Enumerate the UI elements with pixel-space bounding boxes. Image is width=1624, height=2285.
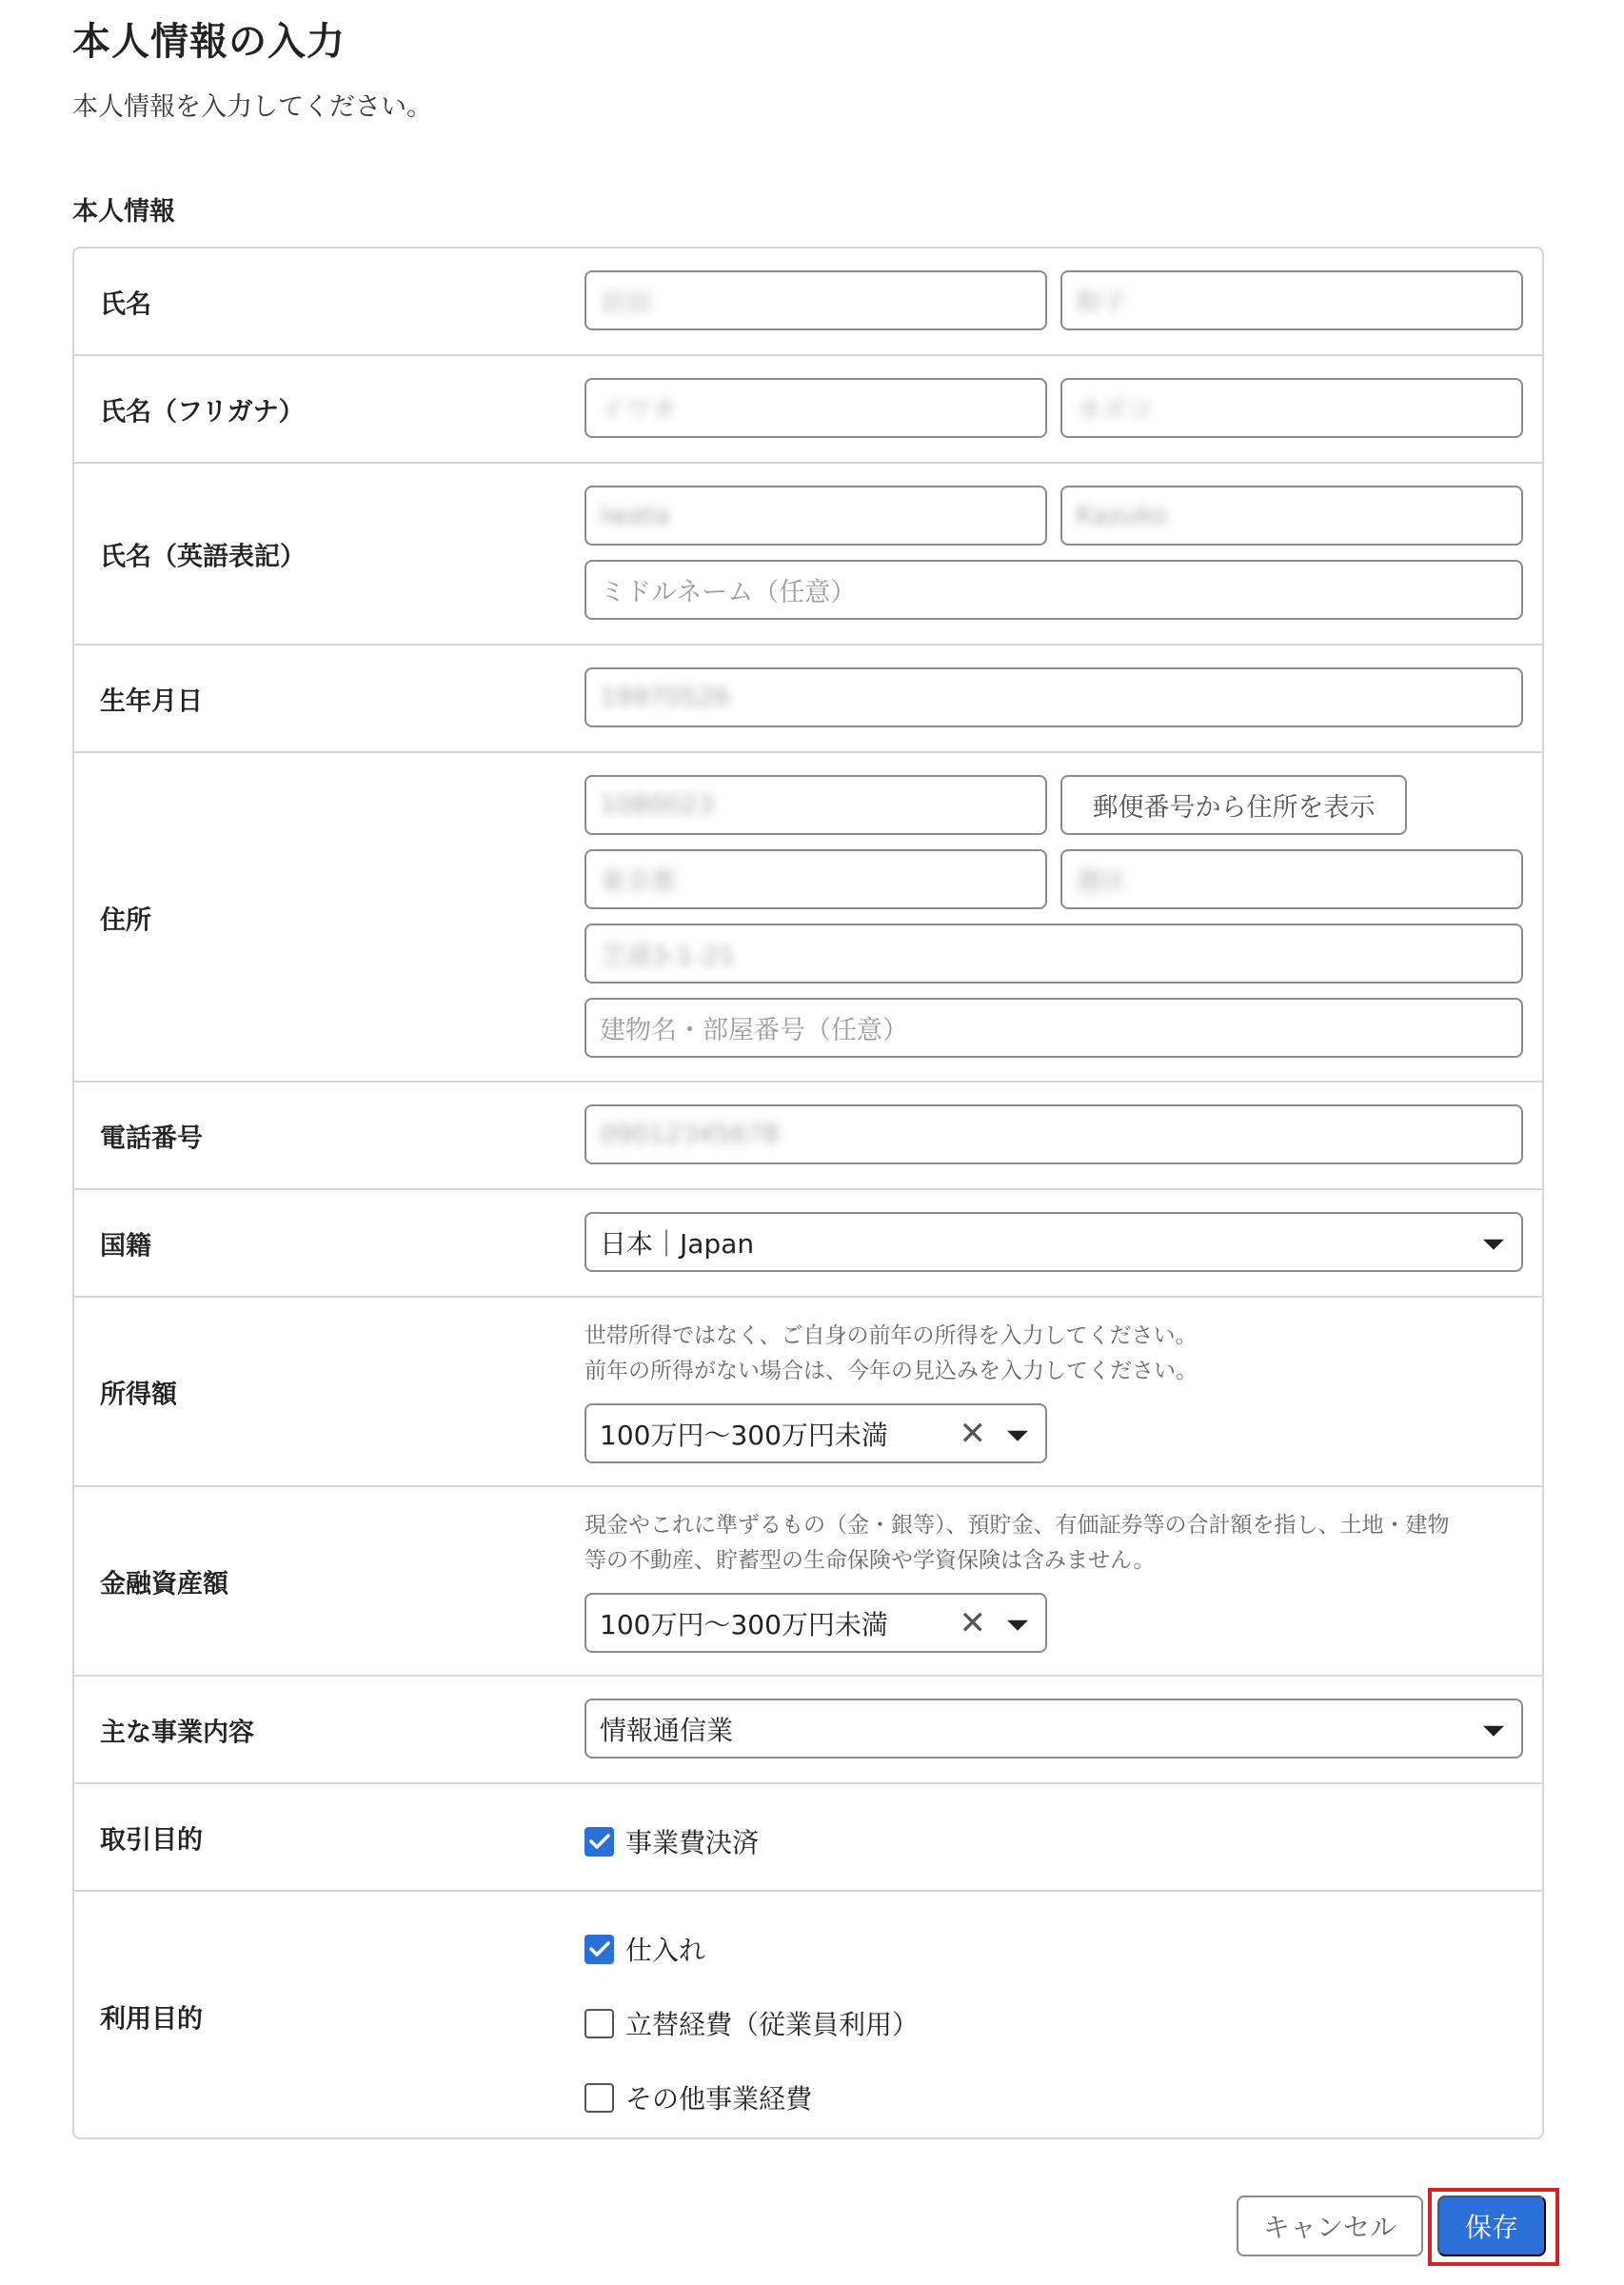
- last-name-input[interactable]: 岩田: [584, 270, 1047, 330]
- assets-select[interactable]: 100万円〜300万円未満 ✕: [584, 1593, 1047, 1653]
- row-phone: [74, 1083, 1542, 1190]
- postal-code-input[interactable]: 1080023: [584, 775, 1047, 835]
- row-label: 氏名: [100, 289, 151, 320]
- row-label: 金融資産額: [100, 1569, 228, 1600]
- checkbox-business-expense[interactable]: 事業費決済: [584, 1822, 759, 1860]
- checkbox-purchase[interactable]: 仕入れ: [584, 1930, 705, 1968]
- first-name-kana-input[interactable]: カズコ: [1060, 378, 1523, 438]
- cancel-button[interactable]: キャンセル: [1237, 2196, 1423, 2256]
- section-title: 本人情報: [72, 197, 175, 227]
- city-input[interactable]: 港区: [1060, 849, 1523, 909]
- checkbox-other-expenses[interactable]: その他事業経費: [584, 2078, 812, 2116]
- nationality-select[interactable]: 日本｜Japan: [584, 1212, 1523, 1272]
- page-title: 本人情報の入力: [72, 20, 346, 64]
- row-label: 取引目的: [100, 1825, 203, 1856]
- row-label: 利用目的: [100, 2004, 203, 2035]
- row-label: 国籍: [100, 1231, 151, 1262]
- birthday-input[interactable]: 19970526: [584, 667, 1523, 727]
- phone-input[interactable]: 09012345678: [584, 1104, 1523, 1164]
- caret-down-icon: [1007, 1619, 1028, 1630]
- business-select[interactable]: 情報通信業: [584, 1699, 1523, 1758]
- row-name: [74, 248, 1542, 356]
- first-name-english-input[interactable]: Kazuko: [1060, 486, 1523, 546]
- row-label: 電話番号: [100, 1123, 203, 1154]
- checkbox-reimbursement[interactable]: 立替経費（従業員利用）: [584, 2004, 919, 2042]
- last-name-english-input[interactable]: Iwata: [584, 486, 1047, 546]
- row-label: 生年月日: [100, 686, 203, 717]
- clear-x-icon[interactable]: ✕: [959, 1603, 986, 1642]
- row-nationality: [74, 1190, 1542, 1298]
- row-assets: [74, 1487, 1542, 1677]
- row-address: [74, 753, 1542, 1083]
- row-label: 主な事業内容: [100, 1718, 254, 1748]
- clear-x-icon[interactable]: ✕: [959, 1414, 986, 1453]
- row-transaction-purpose: [74, 1784, 1542, 1892]
- row-english-name: [74, 464, 1542, 646]
- postal-lookup-button[interactable]: 郵便番号から住所を表示: [1060, 775, 1407, 835]
- checkmark-icon: [584, 1827, 614, 1857]
- row-income: [74, 1298, 1542, 1487]
- row-usage-purpose: [74, 1892, 1542, 2141]
- caret-down-icon: [1007, 1430, 1028, 1441]
- street-input[interactable]: 芝浦3-1-21: [584, 924, 1523, 984]
- page-description: 本人情報を入力してください。: [72, 92, 432, 122]
- checkmark-icon: [584, 1935, 614, 1964]
- prefecture-input[interactable]: 東京都: [584, 849, 1047, 909]
- personal-info-form: [72, 247, 1544, 2139]
- assets-hint: 現金やこれに準ずるもの（金・銀等）、預貯金、有価証券等の合計額を指し、土地・建物 等の不動産、貯蓄型の生命保険や学資保険は含みません。: [584, 1513, 1450, 1573]
- row-label: 氏名（フリガナ）: [100, 397, 305, 427]
- building-input[interactable]: 建物名・部屋番号（任意）: [584, 998, 1523, 1058]
- row-business: [74, 1677, 1542, 1784]
- row-label: 所得額: [100, 1380, 177, 1410]
- caret-down-icon: [1483, 1239, 1504, 1249]
- row-birthday: [74, 646, 1542, 753]
- middle-name-input[interactable]: ミドルネーム（任意）: [584, 560, 1523, 620]
- save-button[interactable]: 保存: [1437, 2196, 1546, 2256]
- income-select[interactable]: 100万円〜300万円未満 ✕: [584, 1403, 1047, 1463]
- income-hint: 世帯所得ではなく、ご自身の前年の所得を入力してください。 前年の所得がない場合は、今年の見込みを入力してください。: [584, 1323, 1198, 1383]
- caret-down-icon: [1483, 1725, 1504, 1736]
- row-label: 住所: [100, 905, 151, 936]
- first-name-input[interactable]: 和子: [1060, 270, 1523, 330]
- last-name-kana-input[interactable]: イワタ: [584, 378, 1047, 438]
- checkbox-empty-icon: [584, 2083, 614, 2113]
- row-kana: [74, 356, 1542, 464]
- row-label: 氏名（英語表記）: [100, 542, 306, 572]
- checkbox-empty-icon: [584, 2009, 614, 2038]
